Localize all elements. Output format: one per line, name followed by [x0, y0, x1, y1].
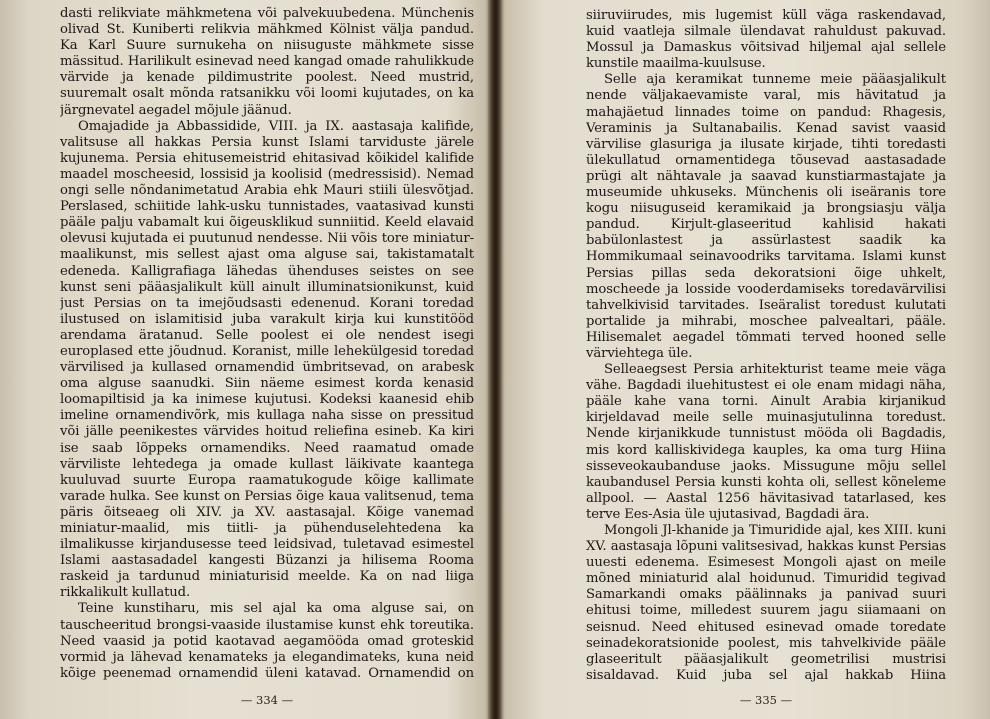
left-page	[0, 0, 492, 719]
paragraph: dasti relikviate mähkmetena või palvekuubedena. Münchenis olivad St. Kuniberti relikvia mähkmed Kölnist välja pandud. Ka Karl Suure surnukeha on niisuguste mähkmete sisse mässitud. Harilikult esinevad need kangad omade rahulikkude värvide ja kenade pildimustrite poolest. Need mustrid, suuremalt osalt mõnda ratsanikku või loomi kujutades, on ka järgnevatel aegadel mõjule jäänud.	[60, 6, 474, 118]
paragraph: Mongoli Jl-khanide ja Timuridide ajal, kes XIII. kuni XV. aastasaja lõpuni valitsesivad, hakkas kunst Persias uuesti edenema. Esimesest Mongoli ajast on meile mõned miniaturid alal hoidunud. Timuridid tegivad Samarkandi omaks päälinnaks ja panivad suuri ehitusi toime, milledest suurem jagu siiamaani on seisnud. Need ehitused esinevad omade toredate seinadekoratsionide poolest, mis tahvelkivide pääle glaseeritult pääasjalikult geometrilisi mustrisi sisaldavad. Kuid juba sel ajal hakkab Hiina	[586, 523, 946, 683]
paragraph: Selleaegsest Persia arhitekturist teame meie väga vähe. Bagdadi iluehitustest ei ole enam midagi näha, pääle kahe vana torni. Ainult Arabia kirjanikud kirjeldavad meile selle muinasjutulinna toredust. Nende kirjanikkude tunnistust mööda oli Bagdadis, mis kord kalliskividega kauples, ka oma turg Hiina sisseveokaubanduse jaoks. Missugune mõju sellel kaubandusel Persia kunsti kohta oli, sellest kõneleme allpool. — Aastal 1256 hävitasivad tatarlased, kes terve Ees-Asia üle ujutasivad, Bagdadi ära.	[586, 362, 946, 522]
left-text-column	[60, 6, 474, 681]
right-text-column	[586, 8, 946, 683]
paragraph: Selle aja keramikat tunneme meie pääasjalikult nende väljakaevamiste varal, mis hävitatud ja mahajäetud linnades toime on pandud: Rhagesis, Veraminis ja Sultanabailis. Kenad savist vaasid värvilise glasuriga ja ilusate kirjade, tihti toredasti ülekullatud ornamentidega tõusevad aastasadade prügi alt nähtavale ja saavad kunstiarmastajate ja museumide uhkuseks. Münchenis oli iseäranis tore kogu niisuguseid keramikaid ja brongsiasju välja pandud. Kirjult-glaseeritud kahlisid hakati babülonlastest ja assürlastest saadik ka Hommikumaal seinavoodriks tarvitama. Islami kunst Persias pillas seda dekoratsioni õige uhkelt, moscheede ja losside vooderdamiseks toredavärvilisi tahvelkivisid tarvitades. Iseäralist toredust kulutati portalide ja mihrabi, moschee palvealtari, pääle. Hilisemalet aegadel tõmmati terved hooned selle värviehtega üle.	[586, 72, 946, 361]
paragraph: Teine kunstiharu, mis sel ajal ka oma alguse sai, on tauscheeritud brongsi-vaaside ilustamise kunst ehk toreutika. Need vaasid ja potid kaotavad aegamööda omad groteskid vormid ja lähevad kenamateks ja elegandimateks, kuna neid kõige peenemad ornamendid üleni katavad. Ornamendid on	[60, 601, 474, 681]
paragraph: siiruviirudes, mis lugemist küll väga raskendavad, kuid vaatleja silmale ülendavat rahuldust pakuvad. Mossul ja Damaskus võitsivad hiljemal ajal sellele kunstile maailma-kuulsuse.	[586, 8, 946, 72]
page-number: — 335 —	[739, 693, 793, 707]
right-page	[498, 0, 990, 719]
page-number: — 334 —	[240, 693, 294, 707]
paragraph: Omajadide ja Abbassidide, VIII. ja IX. aastasaja kalifide, valitsuse all hakkas Persia kunst Islami tarviduste järele kujunema. Persia ehitusemeistrid ehitasivad kõikidel kalifide maadel moscheesid, lossisid ja koolisid (medressisid). Nemad ongi selle nõndanimetatud Arabia ehk Mauri stiili ülesvõtjad. Perslased, schiitide lahk-usku tunnistades, vaatasivad kunsti pääle palju vabamalt kui õigeusklikud sunniitid. Keeld elavaid olevusi kujutada ei puutunud nendesse. Nii võis tore miniatur-maalikunst, mis sellest ajast oma alguse sai, takistamatalt edeneda. Kalligrafiaga lähedas ühenduses seistes on see kunst seni pääasjalikult küll ainult illuminatsionikunst, kuid just Persias on ta imejõudsasti edenenud. Korani toredad ilustused on islamitisid juba varakult kirja kui kunstitööd arendama äratanud. Selle poolest ei ole nendest isegi europlased ette jõudnud. Koranist, mille lehekülgesid toredad värvilised ja kullased ornamendid ümbritsevad, on arabesk oma alguse saanudki. Siin näeme esimest korda kenasid loomapiltisid ja ka inimese kujutusi. Kodeksi kaanesid ehib imeline ornamendivõrk, mis kullaga naha sisse on pressitud või jälle peenikestes värvides hoitud reliefina esineb. Ka kiri ise saab lõppeks ornamendiks. Need raamatud omade värviliste lehtedega ja omade kullast läikivate kaantega kuuluvad suurte Europa raamatukogude kõige kallimate varade hulka. See kunst on Persias õige kaua valitsenud, tema päris õitseaeg oli XIV. ja XV. aastasajal. Kõige vanemad miniatur-maalid, mis tiitli- ja pühenduselehtedena ka ilmalikusse kirjandusesse teed leidsivad, tuletavad esimestel Islami aastasadadel kangesti Büzanzi ja hilisema Rooma raskeid ja tardunud miniaturisid meelde. Ka on nad liiga rikkalikult kullatud.	[60, 118, 474, 601]
